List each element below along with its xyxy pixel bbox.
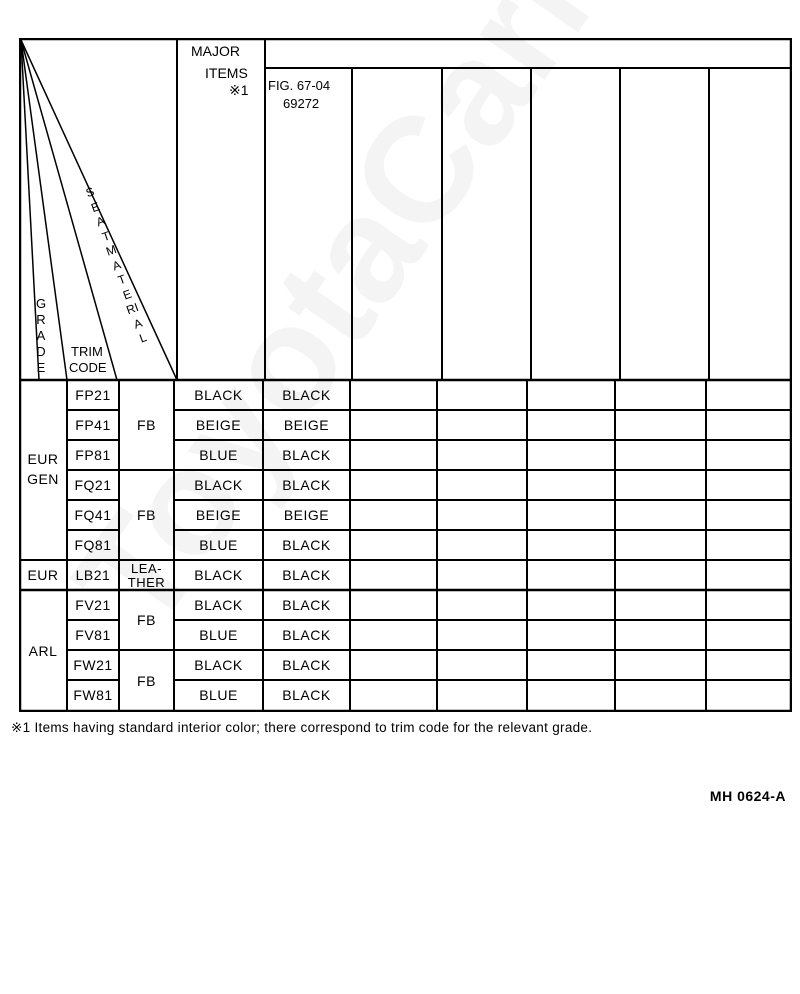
trim-code-cell: FQ81 — [74, 537, 112, 553]
major-items-label-2: ITEMS — [205, 65, 248, 81]
fig-value-cell: BLACK — [282, 477, 331, 493]
trim-code-cell: FW21 — [73, 657, 113, 673]
fig-value-cell: BLACK — [282, 537, 331, 553]
trim-code-cell: FP81 — [75, 447, 111, 463]
grade-cell: EUR — [27, 567, 59, 583]
seat-material-label: SEATMATERIAL — [83, 184, 149, 346]
trim-code-cell: FP21 — [75, 387, 111, 403]
major-item-cell: BLUE — [199, 627, 238, 643]
grade-cell: ARL — [28, 643, 58, 659]
fig-value-cell: BLACK — [282, 657, 331, 673]
major-item-cell: BLACK — [194, 387, 243, 403]
major-item-cell: BLACK — [194, 567, 243, 583]
document-id: MH 0624-A — [709, 788, 786, 804]
major-item-cell: BLACK — [194, 657, 243, 673]
grade-cell: EUR — [27, 451, 59, 467]
grade-label: GRADE — [35, 296, 47, 375]
fig-value-cell: BLACK — [282, 387, 331, 403]
material-cell: FB — [137, 417, 156, 433]
major-items-note: ※1 — [229, 82, 249, 98]
fig-ref-line2: 69272 — [283, 96, 320, 111]
trim-code-label-1: TRIM — [71, 344, 103, 359]
fig-ref-line1: FIG. 67-04 — [268, 78, 331, 93]
fig-value-cell: BLACK — [282, 627, 331, 643]
material-cell: FB — [137, 612, 156, 628]
trim-code-cell: FP41 — [75, 417, 111, 433]
major-item-cell: BLACK — [194, 597, 243, 613]
trim-code-cell: FV81 — [75, 627, 111, 643]
trim-code-cell: FQ21 — [74, 477, 112, 493]
fig-value-cell: BLACK — [282, 597, 331, 613]
major-item-cell: BEIGE — [195, 417, 242, 433]
fig-value-cell: BLACK — [282, 567, 331, 583]
material-cell: FB — [137, 673, 156, 689]
fig-value-cell: BEIGE — [283, 417, 330, 433]
major-item-cell: BLUE — [199, 447, 238, 463]
grade-cell: GEN — [27, 471, 59, 487]
major-items-label-1: MAJOR — [191, 43, 240, 59]
trim-code-label-2: CODE — [69, 360, 107, 375]
major-item-cell: BLUE — [199, 537, 238, 553]
material-cell: LEA- — [131, 560, 162, 576]
footnote: ※1 Items having standard interior color; there correspond to trim code for the relevant grade. — [11, 720, 593, 735]
trim-color-table — [19, 38, 792, 712]
material-cell: FB — [137, 507, 156, 523]
trim-code-cell: FV21 — [75, 597, 111, 613]
material-cell: THER — [127, 574, 166, 590]
fig-value-cell: BLACK — [282, 447, 331, 463]
major-item-cell: BLUE — [199, 687, 238, 703]
trim-code-cell: FW81 — [73, 687, 113, 703]
major-item-cell: BLACK — [194, 477, 243, 493]
trim-code-cell: FQ41 — [74, 507, 112, 523]
fig-value-cell: BLACK — [282, 687, 331, 703]
fig-value-cell: BEIGE — [283, 507, 330, 523]
trim-code-cell: LB21 — [75, 567, 111, 583]
major-item-cell: BEIGE — [195, 507, 242, 523]
